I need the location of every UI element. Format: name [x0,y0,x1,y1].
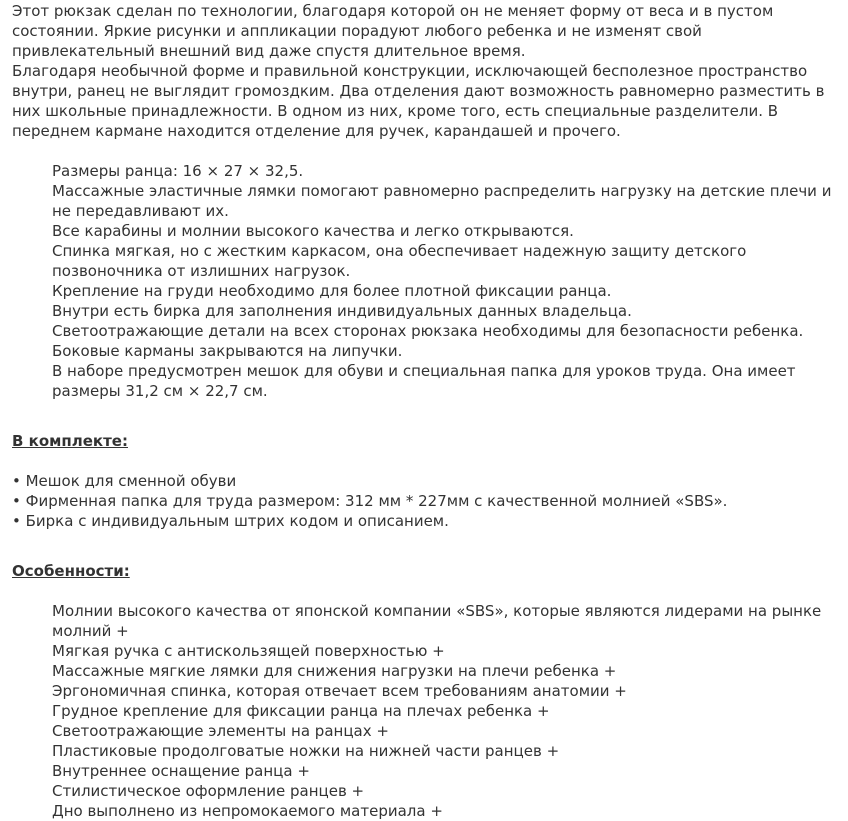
features-list [12,601,834,821]
kit-item: • Бирка с индивидуальным штрих кодом и описанием. [12,512,449,530]
spec-list [12,161,834,401]
spec-item: В наборе предусмотрен мешок для обуви и специальная папка для уроков труда. Она имеет размеры 31,2 см × 22,7 см. [52,362,796,400]
intro-paragraph: Этот рюкзак сделан по технологии, благодаря которой он не меняет форму от веса и в пустом состоянии. Яркие рисунки и аппликации порадуют любого ребенка и не изменят свой привлекательный внешний вид даже спустя длительное время. [12,2,774,60]
spec-item: Массажные эластичные лямки помогают равномерно распределить нагрузку на детские плечи и не передавливают их. [52,182,832,220]
intro-paragraph: Благодаря необычной форме и правильной конструкции, исключающей бесполезное пространство внутри, ранец не выглядит громоздким. Два отделения дают возможность равномерно разместить в них школьные принадлежности. В одном из них, кроме того, есть специальные разделители. В переднем кармане находится отделение для ручек, карандашей и прочего. [12,62,825,140]
spec-item: Спинка мягкая, но с жестким каркасом, она обеспечивает надежную защиту детского позвоночника от излишних нагрузок. [52,242,747,280]
feature-item: Грудное крепление для фиксации ранца на плечах ребенка + [52,702,550,720]
spec-item: Размеры ранца: 16 × 27 × 32,5. [52,162,304,180]
feature-item: Массажные мягкие лямки для снижения нагрузки на плечи ребенка + [52,662,617,680]
feature-item: Молнии высокого качества от японской компании «SBS», которые являются лидерами на рынке молний + [52,602,822,640]
kit-item: • Фирменная папка для труда размером: 312 мм * 227мм с качественной молнией «SBS». [12,492,728,510]
feature-item: Внутреннее оснащение ранца + [52,762,310,780]
spec-item: Светоотражающие детали на всех сторонах рюкзака необходимы для безопасности ребенка. [52,322,804,340]
features-heading: Особенности: [12,562,130,580]
feature-item: Эргономичная спинка, которая отвечает всем требованиям анатомии + [52,682,627,700]
intro-text [12,0,834,141]
feature-item: Стилистическое оформление ранцев + [52,782,365,800]
feature-item: Пластиковые продолговатые ножки на нижней части ранцев + [52,742,560,760]
feature-item: Дно выполнено из непромокаемого материала + [52,802,443,820]
spec-item: Крепление на груди необходимо для более плотной фиксации ранца. [52,282,612,300]
kit-heading: В комплекте: [12,432,128,450]
spec-item: Внутри есть бирка для заполнения индивидуальных данных владельца. [52,302,632,320]
kit-list [12,471,834,531]
kit-item: • Мешок для сменной обуви [12,472,237,490]
spec-item: Боковые карманы закрываются на липучки. [52,342,403,360]
feature-item: Светоотражающие элементы на ранцах + [52,722,389,740]
spec-item: Все карабины и молнии высокого качества и легко открываются. [52,222,574,240]
feature-item: Мягкая ручка с антискользящей поверхностью + [52,642,445,660]
